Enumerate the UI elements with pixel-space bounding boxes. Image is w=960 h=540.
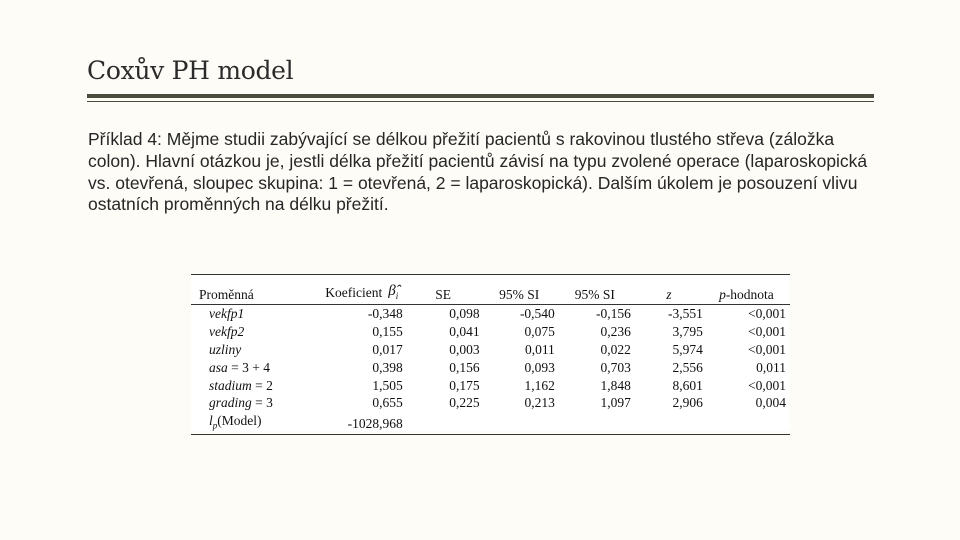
cell-variable: [191, 394, 307, 412]
cell-se: 0,041: [449, 324, 480, 340]
cell-z: 2,906: [672, 395, 703, 411]
cell-p: <0,001: [748, 306, 786, 322]
cell-se: 0,225: [449, 395, 480, 411]
cell-hi: 1,097: [600, 395, 631, 411]
cell-variable: [191, 305, 307, 323]
cox-model-table: [191, 274, 790, 431]
cell-hi: 0,022: [600, 341, 631, 357]
cell-z: 2,556: [672, 359, 703, 375]
cell-se: 0,098: [449, 306, 480, 322]
cell-coef: 0,017: [372, 341, 403, 357]
loglik-symbol: l: [209, 412, 213, 428]
slide-title: Coxův PH model: [87, 56, 294, 85]
cell-variable: [191, 376, 307, 394]
header-p-value: [707, 275, 790, 305]
cell-lo: 0,213: [524, 395, 555, 411]
variable-name: uzliny: [209, 341, 242, 357]
header-ci-high: 95% SI: [559, 275, 635, 305]
table-row: [191, 341, 790, 359]
cell-coef: -0,348: [367, 306, 403, 322]
cell-p: 0,004: [755, 395, 786, 411]
header-coefficient: [307, 275, 406, 305]
cell-lo: 0,093: [524, 359, 555, 375]
cell-coef: 0,398: [372, 359, 403, 375]
cell-p: <0,001: [748, 341, 786, 357]
header-se: SE: [407, 275, 484, 305]
variable-name: grading: [209, 395, 252, 411]
variable-level: = 3: [251, 395, 273, 411]
cell-p: <0,001: [748, 377, 786, 393]
cell-lo: 0,075: [524, 324, 555, 340]
cell-z: -3,551: [668, 306, 703, 322]
cell-empty: [707, 412, 790, 435]
beta-hat-symbol: [388, 283, 398, 299]
table-row: [191, 376, 790, 394]
cell-loglik-value: -1028,968: [307, 412, 406, 435]
header-coefficient-label: Koeficient: [325, 285, 383, 300]
cell-lo: -0,540: [519, 306, 555, 322]
header-p-italic: p: [719, 287, 726, 302]
cell-hi: 0,236: [600, 324, 631, 340]
cell-se: 0,156: [449, 359, 480, 375]
cell-empty: [484, 412, 559, 435]
cell-empty: [407, 412, 484, 435]
title-underline-thick: [87, 94, 874, 98]
cell-coef: 1,505: [372, 377, 403, 393]
cell-loglik-label: [191, 412, 307, 435]
variable-name: vekfp1: [209, 306, 245, 322]
loglik-subscript: p: [212, 420, 218, 431]
cell-hi: 1,848: [600, 377, 631, 393]
beta-subscript: i: [395, 291, 399, 301]
cell-empty: [559, 412, 635, 435]
cell-coef: 0,155: [372, 324, 403, 340]
loglik-label-rest: (Model): [217, 412, 262, 428]
beta-symbol: β̂: [388, 283, 396, 299]
header-ci-low: 95% SI: [484, 275, 559, 305]
header-z: z: [635, 275, 707, 305]
cell-variable: [191, 341, 307, 359]
table-row: [191, 323, 790, 341]
cell-z: 8,601: [672, 377, 703, 393]
variable-name: vekfp2: [209, 324, 245, 340]
header-variable: Proměnná: [191, 275, 307, 305]
table-row-loglik: [191, 412, 790, 435]
coefficient-table: [191, 274, 790, 435]
variable-name: asa: [209, 359, 228, 375]
table-row: [191, 358, 790, 376]
variable-name: stadium: [209, 377, 252, 393]
cell-lo: 1,162: [524, 377, 555, 393]
cell-variable: [191, 323, 307, 341]
example-paragraph: Příklad 4: Mějme studii zabývající se délkou přežití pacientů s rakovinou tlustého střeva (záložka colon). Hlavní otázkou je, jestli délka přežití pacientů závisí na typu zvolené operace (laparoskopická vs. otevřená, sloupec skupina: 1 = otevřená, 2 = laparoskopická). Dalším úkolem je posouzení vlivu ostatních proměnných na délku přežití.: [88, 129, 868, 215]
cell-empty: [635, 412, 707, 435]
variable-level: = 3 + 4: [227, 359, 270, 375]
table-row: [191, 394, 790, 412]
table-header-row: [191, 275, 790, 305]
variable-level: = 2: [251, 377, 273, 393]
table-row: [191, 305, 790, 323]
cell-se: 0,175: [449, 377, 480, 393]
cell-z: 3,795: [672, 324, 703, 340]
title-underline-thin: [87, 101, 874, 103]
cell-p: 0,011: [756, 359, 786, 375]
cell-hi: -0,156: [596, 306, 631, 322]
cell-hi: 0,703: [600, 359, 631, 375]
cell-se: 0,003: [449, 341, 480, 357]
cell-lo: 0,011: [524, 341, 555, 357]
cell-p: <0,001: [748, 324, 786, 340]
header-p-suffix: -hodnota: [725, 287, 774, 302]
cell-z: 5,974: [672, 341, 703, 357]
table-body: [191, 305, 790, 435]
cell-variable: [191, 358, 307, 376]
cell-coef: 0,655: [372, 395, 403, 411]
